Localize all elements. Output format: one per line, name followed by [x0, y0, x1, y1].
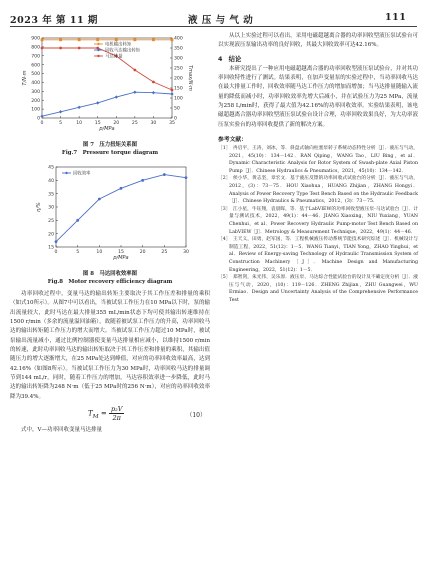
y-tick-label: 40 [48, 178, 54, 184]
equation-body: $T_M$ = $\frac{\text{p₂V}}{2\pi}$ [88, 405, 123, 423]
y-right-tick-label: 250 [174, 66, 183, 72]
data-point [78, 38, 81, 41]
x-tick-label: 5 [59, 121, 63, 126]
legend-entry: 回收马达输出转矩 [105, 48, 141, 54]
eq-denominator: 2π [112, 414, 121, 423]
page-header [0, 0, 427, 30]
body-paragraph: 功率回收过程中，变量马达的输出转矩主要取决于其工作压差和排量的乘积（如式10所示）。从图7中可以看出，当被试泵工作压力在10 MPa以下时，泵的输出流量较大，此时马达在最大排量355 mL/min状态下均可使其输出转速维持在1500 r/min（多余的流量溢回油箱），故随着被试泵工作压力的升高，功率回收马达的输出转矩随工作压力的增大而增大。当被试泵工作压力超过10 MPa时，被试泵输出流量减小，通过比例控制器使变量马达排量相应减小，以维持1500 r/min的转速，此时功率回收马达的输出转矩取决于其工作压差和排量的乘积，其输出值随压力的增大逐渐增大，在25 MPa处达到峰值，对应的功率回收效率最高，达到42.16%（如图8所示）。当被试泵工作压力为30 MPa时，功率回收马达的排量调节到144 mL/r，同时，随着工作压力的增加，马达容积效率进一步降低，此时马达的输出转矩降为248 N·m（低于25 MPa时的256 N·m），对应的功率回收效率降为39.4%。 [10, 291, 210, 400]
data-point [133, 91, 136, 94]
data-point [77, 106, 80, 109]
reference-item: ［2］ 侯小华，黄志坚，章宏文．基于液压反馈的功率回收式试验台的分析［J］．液压与气动，2012，(3)：73－75．HOU Xiaohua，HUANG Zhijian，ZHANG Hongyi．Analysis of Power Recovery Type Test Bench Based on the Hydraulic Feedback［J］．Chinese Hydraulics & Pneumatics，2012，(3)：73－75． [218, 176, 418, 205]
reference-item: ［1］ 冉启平，王涛，刘冰，等．斜盘式轴向柱塞泵转子系统动态特性分析［J］．液压与气动，2021，45(10)：134－142．RAN Qiping，WANG Tao，LIU Bing，et al．Dynamic Characteristic Analysis for Rotor System of Swash-plate Axial Piston Pump［J］．Chinese Hydraulics & Pneumatics，2021，45(10)：134－142． [218, 146, 418, 174]
x-tick-label: 20 [113, 121, 120, 126]
journal-issue: 2023 年 第 11 期 [10, 15, 98, 26]
section-heading: 4 结论 [218, 55, 242, 63]
data-point [98, 198, 101, 201]
y-right-tick-label: 400 [174, 36, 183, 42]
reference-item: ［4］ 王天义，田勇，赵军国，等．工程机械液压传动系统节能技术研究综述［J］．机械设计与制造工程，2022，51(12)：1－5．WANG Tianyi，TIAN Yong，ZHAO Yinghui，et al．Review of Energy-saving Technology of Hydraulic Transmission System of Construction Machinery［J］．Machine Design and Manufacturing Engineering，2022，51(12)：1－5． [218, 237, 418, 273]
data-point [59, 110, 62, 113]
y-tick-label: 0 [37, 116, 40, 122]
fig7-caption-cn: 图 7 压力扭矩关系图 [82, 142, 138, 148]
data-point [59, 38, 62, 41]
x-tick-label: 5 [76, 250, 80, 255]
data-point [78, 47, 81, 50]
y-axis-label: T/N·m [22, 70, 28, 86]
eq-numerator: p₂V [110, 405, 123, 414]
data-point [171, 89, 174, 92]
series-line-0 [56, 175, 186, 242]
y-tick-label: 30 [48, 205, 54, 211]
y-tick-label: 900 [31, 36, 40, 42]
data-point [133, 69, 136, 72]
left-column [10, 32, 210, 435]
fig7-chart [10, 32, 210, 137]
fig8-caption-en: Fig.8 Motor recovery efficiency diagram [47, 279, 173, 285]
body-paragraph: 从以上实验过程可以看出，采用电磁超越离合器的功率回收型液压泵试验台可以实现液压泵输出功率的良好回收，其最大回收效率可达42.16%。 [218, 33, 418, 49]
x-tick-label: 15 [118, 250, 124, 255]
data-point [185, 176, 188, 179]
data-point [40, 115, 43, 118]
fig7-caption-en: Fig.7 Pressure torque diagram [61, 150, 159, 156]
legend-entry: 电机输出转矩 [105, 42, 132, 48]
eq-number: （10） [186, 412, 206, 420]
eq-lhs: T [88, 409, 93, 418]
y-tick-label: 800 [31, 45, 40, 51]
legend-entry: 马达排量 [105, 54, 123, 60]
data-point [120, 187, 123, 190]
x-axis-label: p/MPa [113, 255, 129, 261]
data-point [163, 173, 166, 176]
y-tick-label: 500 [31, 72, 40, 78]
body-paragraph: 式中，V—功率回收变量马达排量 [21, 427, 102, 434]
data-point [115, 38, 118, 41]
y-tick-label: 20 [48, 232, 54, 238]
y-tick-label: 45 [48, 165, 54, 171]
data-point [141, 179, 144, 182]
data-point [170, 92, 173, 95]
y-tick-label: 300 [31, 89, 40, 95]
data-point [41, 38, 44, 41]
y-right-tick-label: 100 [174, 96, 183, 102]
x-tick-label: 25 [131, 121, 138, 126]
data-point [115, 95, 118, 98]
y-tick-label: 35 [48, 192, 54, 198]
y-axis-label: η/% [36, 202, 42, 212]
x-tick-label: 0 [54, 250, 58, 255]
y-right-tick-label: 150 [174, 86, 183, 92]
y-right-tick-label: 300 [174, 56, 183, 62]
body-paragraph: 本研究提出了一种应用电磁超越离合器的功率回收型液压泵试验台，并对其功率回收特性进行了测试。结果表明，在加声变量泵的实验过程中，当功率回收马达在最大排量工作时，回收效率随马达工作压力的增加而增加；当马达排量随输入流量的降低而减小时，功率回收效率先增大后减小，并在试验压力为25 MPa，流量为258 L/min时，获得了最大值为42.16%的功率回收效率。实验结果表明，该电磁超越离合器功率回收型液压泵试验台设计合理，功率回收效果良好，为大功率液压泵实验台的功率回收提供了新的解决方案。 [218, 65, 418, 128]
plot-frame [56, 167, 186, 247]
data-point [41, 47, 44, 50]
x-tick-label: 10 [76, 121, 83, 126]
legend-marker [97, 55, 99, 57]
y-tick-label: 600 [31, 63, 40, 69]
legend-marker [65, 172, 67, 174]
fig8-chart [10, 161, 210, 266]
x-tick-label: 35 [169, 121, 175, 126]
y-tick-label: 200 [31, 98, 40, 104]
y-right-tick-label: 350 [174, 46, 183, 52]
equation-10 [10, 402, 210, 426]
header-rule [10, 26, 417, 27]
data-point [152, 91, 155, 94]
x-tick-label: 25 [161, 250, 168, 255]
journal-name: 液 压 与 气 动 [188, 15, 254, 26]
y-tick-label: 100 [31, 107, 40, 113]
data-point [59, 47, 62, 50]
y-tick-label: 700 [31, 54, 40, 60]
data-point [152, 38, 155, 41]
series-line-1 [42, 92, 172, 116]
data-point [96, 101, 99, 104]
x-tick-label: 20 [139, 250, 146, 255]
reference-item: ［3］ 江小星，牛钰翔，袁晨晖，等．基于LabVIEW的功率回收型液压泵-马达试验台［J］．计量与测试技术，2022，49(1)：44－46．JIANG Xiaoxing，NIU Yuxiang，YUAN Chenhui，et al．Power Recovery Hydraulic Pump-motor Test Bench Based on LabVIEW［J］．Metrology & Measurement Technique，2022，49(1)：44－46． [218, 206, 418, 235]
figure-8 [10, 161, 210, 286]
data-point [96, 38, 99, 41]
page-number: 111 [385, 12, 407, 23]
x-tick-label: 0 [40, 121, 44, 126]
reference-item: ［5］ 郑智剑，朱光伟，吴乐原．液压泵、马达综合性能试验台的设计及不确定度分析［J］．液压与气动，2020，(10)：119－126．ZHENG Zhijian，ZHU Guangwei，WU Ermiao．Design and Uncertainty Analysis of the Comprehensive Performance Test [218, 275, 418, 303]
legend-marker [97, 49, 99, 51]
data-point [133, 38, 136, 41]
y-right-tick-label: 50 [174, 106, 180, 112]
y-tick-label: 25 [48, 218, 54, 224]
y-tick-label: 15 [48, 245, 54, 251]
data-point [55, 240, 58, 243]
x-tick-label: 30 [183, 250, 189, 255]
figure-7 [10, 32, 210, 157]
x-tick-label: 15 [94, 121, 101, 126]
legend-marker [97, 43, 99, 45]
data-point [76, 219, 79, 222]
references-heading: 参考文献： [218, 137, 247, 144]
reference-list [218, 145, 418, 304]
y-right-tick-label: 200 [174, 76, 183, 82]
y-right-axis-label: Tmax/N·m [187, 65, 193, 91]
x-tick-label: 30 [150, 121, 157, 126]
eq-sub: M [92, 414, 99, 421]
legend-entry: 回收效率 [73, 171, 91, 177]
data-point [152, 81, 155, 84]
y-tick-label: 400 [31, 81, 40, 87]
x-tick-label: 10 [96, 250, 103, 255]
fig8-caption-cn: 图 8 马达回收效率图 [82, 271, 138, 277]
right-column [218, 32, 418, 305]
y-right-tick-label: 0 [174, 116, 177, 122]
data-point [171, 38, 174, 41]
x-axis-label: p/MPa [99, 126, 115, 132]
